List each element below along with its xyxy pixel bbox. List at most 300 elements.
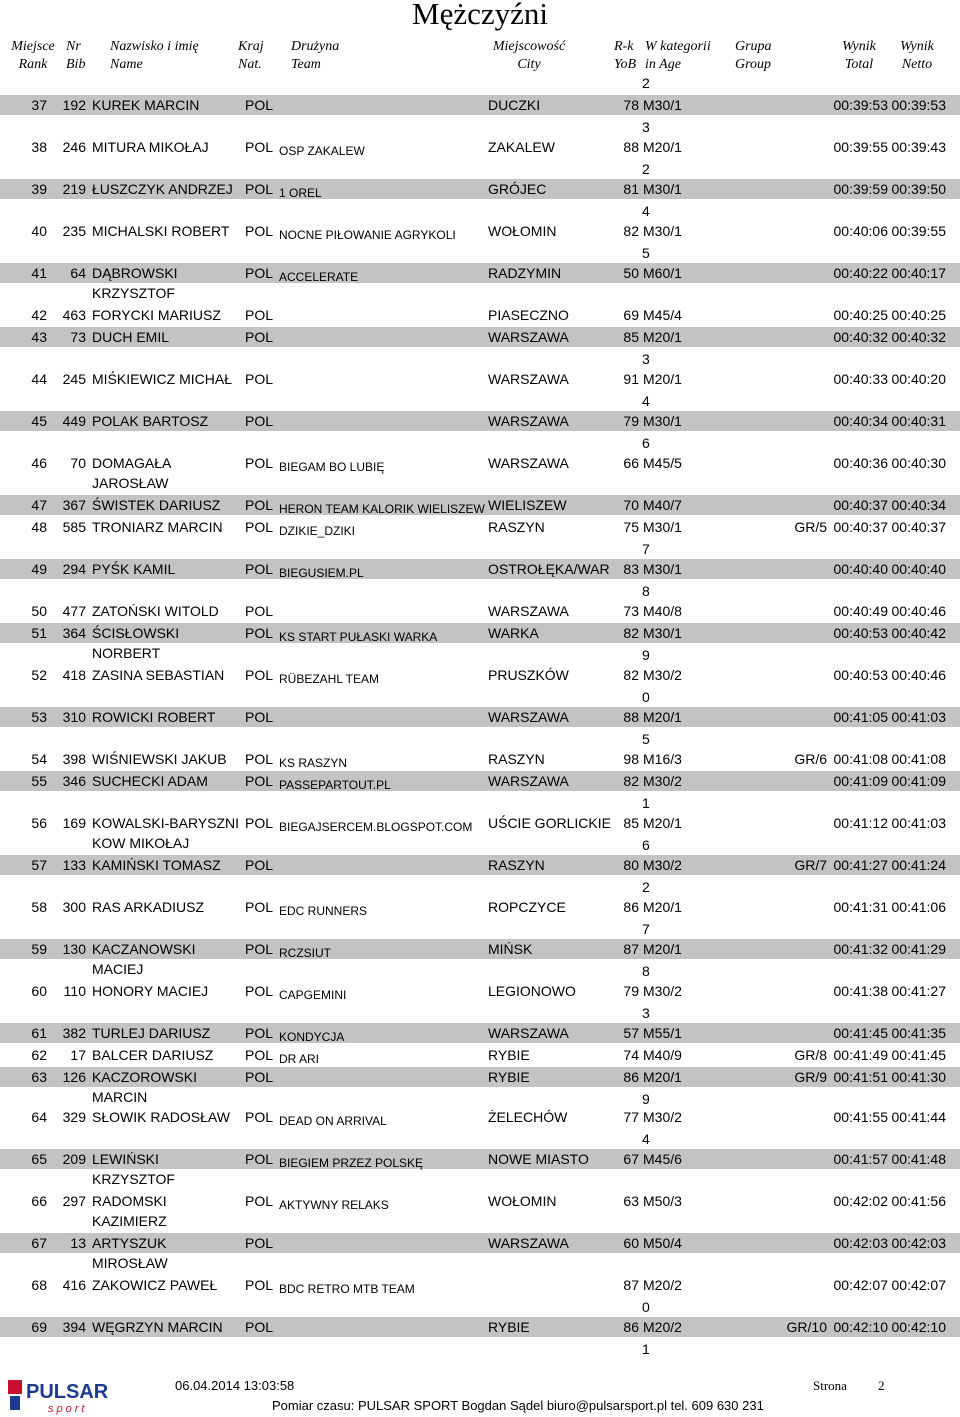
total-time-cell: 00:41:12 xyxy=(833,815,888,831)
yob-cell: 79 xyxy=(623,983,639,999)
country-cell: POL xyxy=(245,1277,274,1293)
city-cell: GRÓJEC xyxy=(488,181,547,197)
name-cell: KUREK MARCIN xyxy=(92,97,200,113)
city-cell: RYBIE xyxy=(488,1319,530,1335)
country-cell: POL xyxy=(245,815,274,831)
name-cell: KACZANOWSKI xyxy=(92,941,196,957)
bib-cell: 329 xyxy=(62,1109,86,1125)
rank-cell: 42 xyxy=(31,307,47,323)
total-time-cell: 00:40:37 xyxy=(833,497,888,513)
table-row xyxy=(0,665,960,707)
netto-time-cell: 00:41:09 xyxy=(891,773,946,789)
bib-cell: 64 xyxy=(70,265,86,281)
category-place-digit: 5 xyxy=(642,731,650,747)
country-cell: POL xyxy=(245,857,274,873)
yob-cell: 82 xyxy=(623,773,639,789)
total-time-cell: 00:41:57 xyxy=(833,1151,888,1167)
category-cell: M30/2 xyxy=(643,667,682,683)
category-cell: M30/2 xyxy=(643,857,682,873)
yob-cell: 78 xyxy=(623,97,639,113)
total-time-cell: 00:39:55 xyxy=(833,139,888,155)
bib-cell: 169 xyxy=(62,815,86,831)
bib-cell: 219 xyxy=(62,181,86,197)
table-row xyxy=(0,1233,960,1275)
netto-time-cell: 00:40:25 xyxy=(891,307,946,323)
table-row xyxy=(0,707,960,749)
yob-cell: 74 xyxy=(623,1047,639,1063)
rank-cell: 44 xyxy=(31,371,47,387)
country-cell: POL xyxy=(245,519,274,535)
name-cell: RADOMSKI xyxy=(92,1193,167,1209)
header-category: W kategorii in Age xyxy=(645,39,711,72)
netto-time-cell: 00:40:40 xyxy=(891,561,946,577)
total-time-cell: 00:40:34 xyxy=(833,413,888,429)
rank-cell: 57 xyxy=(31,857,47,873)
bib-cell: 463 xyxy=(62,307,86,323)
name-continuation-cell: JAROSŁAW xyxy=(92,475,169,491)
city-cell: RADZYMIN xyxy=(488,265,562,281)
header-yob: R-k YoB xyxy=(614,39,637,72)
total-time-cell: 00:41:49 xyxy=(833,1047,888,1063)
team-cell: CAPGEMINI xyxy=(279,988,347,1002)
city-cell: WARSZAWA xyxy=(488,603,569,619)
netto-time-cell: 00:41:06 xyxy=(891,899,946,915)
rank-cell: 69 xyxy=(31,1319,47,1335)
table-row xyxy=(0,305,960,327)
bib-cell: 300 xyxy=(62,899,86,915)
netto-time-cell: 00:41:03 xyxy=(891,815,946,831)
category-place-digit: 6 xyxy=(642,837,650,853)
category-cell: M40/8 xyxy=(643,603,682,619)
category-place-digit: 4 xyxy=(642,1131,650,1147)
category-place-digit: 2 xyxy=(642,879,650,895)
group-cell: GR/8 xyxy=(794,1047,827,1063)
yob-cell: 79 xyxy=(623,413,639,429)
bib-cell: 13 xyxy=(70,1235,86,1251)
name-continuation-cell: KRZYSZTOF xyxy=(92,1171,175,1187)
team-cell: DZIKIE_DZIKI xyxy=(279,524,356,538)
total-time-cell: 00:42:07 xyxy=(833,1277,888,1293)
city-cell: WARSZAWA xyxy=(488,455,569,471)
netto-time-cell: 00:41:24 xyxy=(891,857,946,873)
country-cell: POL xyxy=(245,667,274,683)
total-time-cell: 00:42:03 xyxy=(833,1235,888,1251)
total-time-cell: 00:41:55 xyxy=(833,1109,888,1125)
category-cell: M20/1 xyxy=(643,371,682,387)
name-cell: ROWICKI ROBERT xyxy=(92,709,216,725)
yob-cell: 63 xyxy=(623,1193,639,1209)
team-cell: NOCNE PIŁOWANIE AGRYKOLI xyxy=(279,228,456,242)
netto-time-cell: 00:41:30 xyxy=(891,1069,946,1085)
rank-cell: 60 xyxy=(31,983,47,999)
print-datetime: 06.04.2014 13:03:58 xyxy=(175,1378,295,1393)
city-cell: WARSZAWA xyxy=(488,329,569,345)
yob-cell: 70 xyxy=(623,497,639,513)
team-cell: AKTYWNY RELAKS xyxy=(279,1198,389,1212)
netto-time-cell: 00:39:53 xyxy=(891,97,946,113)
yob-cell: 87 xyxy=(623,941,639,957)
name-continuation-cell: MARCIN xyxy=(92,1089,148,1105)
yob-cell: 69 xyxy=(623,307,639,323)
category-cell: M50/3 xyxy=(643,1193,682,1209)
city-cell: RASZYN xyxy=(488,857,545,873)
header-name: Nazwisko i imię Name xyxy=(110,39,199,72)
team-cell: RCZSIUT xyxy=(279,946,331,960)
header-bib: Nr Bib xyxy=(66,39,86,72)
total-time-cell: 00:40:53 xyxy=(833,667,888,683)
city-cell: WARSZAWA xyxy=(488,773,569,789)
table-row xyxy=(0,369,960,411)
name-continuation-cell: KRZYSZTOF xyxy=(92,285,175,301)
footer xyxy=(0,1372,960,1417)
country-cell: POL xyxy=(245,751,274,767)
total-time-cell: 00:41:27 xyxy=(833,857,888,873)
bib-cell: 367 xyxy=(62,497,86,513)
name-cell: DUCH EMIL xyxy=(92,329,170,345)
name-continuation-cell: NORBERT xyxy=(92,645,161,661)
city-cell: PRUSZKÓW xyxy=(488,667,569,683)
page-title: Mężczyźni xyxy=(412,0,548,31)
table-row xyxy=(0,1317,960,1359)
table-row xyxy=(0,559,960,601)
category-place-digit: 2 xyxy=(642,161,650,177)
category-cell: M40/7 xyxy=(643,497,682,513)
category-place-digit: 7 xyxy=(642,541,650,557)
bib-cell: 235 xyxy=(62,223,86,239)
category-place-digit: 3 xyxy=(642,119,650,135)
category-place-digit: 9 xyxy=(642,647,650,663)
rank-cell: 56 xyxy=(31,815,47,831)
yob-cell: 88 xyxy=(623,139,639,155)
bib-cell: 245 xyxy=(62,371,86,387)
table-row xyxy=(0,327,960,369)
category-place-digit: 9 xyxy=(642,1091,650,1107)
city-cell: WARKA xyxy=(488,625,539,641)
table-row xyxy=(0,855,960,897)
category-cell: M20/1 xyxy=(643,139,682,155)
city-cell: RASZYN xyxy=(488,519,545,535)
table-row xyxy=(0,1067,960,1109)
category-cell: M30/1 xyxy=(643,181,682,197)
city-cell: WARSZAWA xyxy=(488,1235,569,1251)
category-cell: M20/1 xyxy=(643,899,682,915)
table-row xyxy=(0,1107,960,1149)
rank-cell: 37 xyxy=(31,97,47,113)
category-place-digit: 2 xyxy=(642,75,650,91)
rank-cell: 58 xyxy=(31,899,47,915)
yob-cell: 82 xyxy=(623,625,639,641)
category-cell: M30/1 xyxy=(643,223,682,239)
bib-cell: 70 xyxy=(70,455,86,471)
rank-cell: 41 xyxy=(31,265,47,281)
total-time-cell: 00:40:25 xyxy=(833,307,888,323)
rank-cell: 38 xyxy=(31,139,47,155)
yob-cell: 82 xyxy=(623,667,639,683)
country-cell: POL xyxy=(245,371,274,387)
rank-cell: 49 xyxy=(31,561,47,577)
category-place-digit: 5 xyxy=(642,245,650,261)
name-cell: MIŚKIEWICZ MICHAŁ xyxy=(92,371,233,387)
table-row xyxy=(0,221,960,263)
team-cell: KS START PUŁASKI WARKA xyxy=(279,630,438,644)
yob-cell: 87 xyxy=(623,1277,639,1293)
category-cell: M20/1 xyxy=(643,815,682,831)
bib-cell: 364 xyxy=(62,625,86,641)
country-cell: POL xyxy=(245,709,274,725)
country-cell: POL xyxy=(245,329,274,345)
city-cell: WOŁOMIN xyxy=(488,223,557,239)
total-time-cell: 00:39:59 xyxy=(833,181,888,197)
city-cell: WARSZAWA xyxy=(488,709,569,725)
yob-cell: 86 xyxy=(623,1069,639,1085)
city-cell: WARSZAWA xyxy=(488,413,569,429)
netto-time-cell: 00:40:17 xyxy=(891,265,946,281)
rank-cell: 47 xyxy=(31,497,47,513)
category-place-digit: 0 xyxy=(642,689,650,705)
yob-cell: 67 xyxy=(623,1151,639,1167)
team-cell: RÜBEZAHL TEAM xyxy=(279,672,380,686)
category-cell: M60/1 xyxy=(643,265,682,281)
category-cell: M20/1 xyxy=(643,1069,682,1085)
category-place-digit: 8 xyxy=(642,583,650,599)
bib-cell: 477 xyxy=(62,603,86,619)
country-cell: POL xyxy=(245,265,274,281)
total-time-cell: 00:40:40 xyxy=(833,561,888,577)
category-place-digit: 0 xyxy=(642,1299,650,1315)
category-place-digit: 6 xyxy=(642,435,650,451)
rank-cell: 39 xyxy=(31,181,47,197)
team-cell: BIEGUSIEM.PL xyxy=(279,566,364,580)
table-row xyxy=(0,623,960,665)
table-row xyxy=(0,1045,960,1067)
category-place-digit: 8 xyxy=(642,963,650,979)
city-cell: DUCZKI xyxy=(488,97,541,113)
country-cell: POL xyxy=(245,1151,274,1167)
rank-cell: 45 xyxy=(31,413,47,429)
city-cell: NOWE MIASTO xyxy=(488,1151,589,1167)
name-cell: ŁUSZCZYK ANDRZEJ xyxy=(92,181,233,197)
table-row xyxy=(0,1023,960,1045)
bib-cell: 310 xyxy=(62,709,86,725)
total-time-cell: 00:39:53 xyxy=(833,97,888,113)
name-cell: DĄBROWSKI xyxy=(92,265,178,281)
name-cell: ZATOŃSKI WITOLD xyxy=(92,603,219,619)
name-continuation-cell: KOW MIKOŁAJ xyxy=(92,835,190,851)
bib-cell: 209 xyxy=(62,1151,86,1167)
team-cell: BIEGIEM PRZEZ POLSKĘ xyxy=(279,1156,424,1170)
yob-cell: 82 xyxy=(623,223,639,239)
name-continuation-cell: MACIEJ xyxy=(92,961,144,977)
yob-cell: 73 xyxy=(623,603,639,619)
netto-time-cell: 00:41:35 xyxy=(891,1025,946,1041)
group-cell: GR/7 xyxy=(794,857,827,873)
category-cell: M30/1 xyxy=(643,519,682,535)
category-place-digit: 1 xyxy=(642,1341,650,1357)
country-cell: POL xyxy=(245,139,274,155)
name-cell: MITURA MIKOŁAJ xyxy=(92,139,209,155)
total-time-cell: 00:42:10 xyxy=(833,1319,888,1335)
country-cell: POL xyxy=(245,497,274,513)
netto-time-cell: 00:41:27 xyxy=(891,983,946,999)
rank-cell: 55 xyxy=(31,773,47,789)
category-cell: M30/1 xyxy=(643,97,682,113)
yob-cell: 98 xyxy=(623,751,639,767)
category-cell: M30/2 xyxy=(643,1109,682,1125)
header-city: Miejscowość City xyxy=(492,39,566,72)
netto-time-cell: 00:40:30 xyxy=(891,455,946,471)
bib-cell: 394 xyxy=(62,1319,86,1335)
team-cell: KS RASZYN xyxy=(279,756,348,770)
yob-cell: 60 xyxy=(623,1235,639,1251)
country-cell: POL xyxy=(245,1069,274,1085)
city-cell: ZAKALEW xyxy=(488,139,555,155)
bib-cell: 73 xyxy=(70,329,86,345)
country-cell: POL xyxy=(245,181,274,197)
bib-cell: 418 xyxy=(62,667,86,683)
category-cell: M50/4 xyxy=(643,1235,682,1251)
name-cell: POLAK BARTOSZ xyxy=(92,413,209,429)
rank-cell: 53 xyxy=(31,709,47,725)
name-cell: WĘGRZYN MARCIN xyxy=(92,1319,223,1335)
table-row xyxy=(0,411,960,453)
team-cell: DR ARI xyxy=(279,1052,320,1066)
rank-cell: 67 xyxy=(31,1235,47,1251)
category-place-digit: 1 xyxy=(642,795,650,811)
yob-cell: 86 xyxy=(623,899,639,915)
yob-cell: 91 xyxy=(623,371,639,387)
table-row xyxy=(0,95,960,137)
total-time-cell: 00:40:32 xyxy=(833,329,888,345)
table-row xyxy=(0,137,960,179)
city-cell: RYBIE xyxy=(488,1047,530,1063)
table-row xyxy=(0,939,960,981)
rank-cell: 64 xyxy=(31,1109,47,1125)
table-row xyxy=(0,517,960,559)
category-cell: M55/1 xyxy=(643,1025,682,1041)
bib-cell: 130 xyxy=(62,941,86,957)
name-continuation-cell: MIROSŁAW xyxy=(92,1255,168,1271)
total-time-cell: 00:41:38 xyxy=(833,983,888,999)
bib-cell: 246 xyxy=(62,139,86,155)
page-label: Strona xyxy=(813,1378,847,1393)
pulsar-logo xyxy=(6,1376,116,1416)
category-cell: M16/3 xyxy=(643,751,682,767)
rank-cell: 63 xyxy=(31,1069,47,1085)
name-cell: ŚWISTEK DARIUSZ xyxy=(92,497,221,513)
timing-credits: Pomiar czasu: PULSAR SPORT Bogdan Sądel biuro@pulsarsport.pl tel. 609 630 231 xyxy=(272,1398,764,1413)
total-time-cell: 00:41:45 xyxy=(833,1025,888,1041)
yob-cell: 50 xyxy=(623,265,639,281)
total-time-cell: 00:41:05 xyxy=(833,709,888,725)
total-time-cell: 00:40:06 xyxy=(833,223,888,239)
country-cell: POL xyxy=(245,413,274,429)
yob-cell: 83 xyxy=(623,561,639,577)
rank-cell: 68 xyxy=(31,1277,47,1293)
total-time-cell: 00:41:32 xyxy=(833,941,888,957)
table-row xyxy=(0,897,960,939)
category-cell: M30/2 xyxy=(643,983,682,999)
table-row xyxy=(0,813,960,855)
country-cell: POL xyxy=(245,1109,274,1125)
rank-cell: 66 xyxy=(31,1193,47,1209)
yob-cell: 80 xyxy=(623,857,639,873)
netto-time-cell: 00:40:32 xyxy=(891,329,946,345)
header-country: Kraj Nat. xyxy=(238,39,264,72)
group-cell: GR/5 xyxy=(794,519,827,535)
category-place-digit: 7 xyxy=(642,921,650,937)
netto-time-cell: 00:41:45 xyxy=(891,1047,946,1063)
column-headers xyxy=(0,38,960,74)
bib-cell: 126 xyxy=(62,1069,86,1085)
yob-cell: 88 xyxy=(623,709,639,725)
category-place-digit: 3 xyxy=(642,351,650,367)
category-cell: M30/2 xyxy=(643,773,682,789)
name-cell: ZASINA SEBASTIAN xyxy=(92,667,225,683)
table-row xyxy=(0,1149,960,1191)
logo-sub: sport xyxy=(48,1403,88,1415)
city-cell: ŻELECHÓW xyxy=(488,1109,568,1125)
team-cell: 1 OREL xyxy=(279,186,322,200)
name-cell: TURLEJ DARIUSZ xyxy=(92,1025,211,1041)
name-cell: WIŚNIEWSKI JAKUB xyxy=(92,751,227,767)
bib-cell: 382 xyxy=(62,1025,86,1041)
rank-cell: 50 xyxy=(31,603,47,619)
yob-cell: 85 xyxy=(623,329,639,345)
group-cell: GR/6 xyxy=(794,751,827,767)
city-cell: LEGIONOWO xyxy=(488,983,576,999)
country-cell: POL xyxy=(245,561,274,577)
yob-cell: 85 xyxy=(623,815,639,831)
city-cell: UŚCIE GORLICKIE xyxy=(488,815,611,831)
category-cell: M40/9 xyxy=(643,1047,682,1063)
category-place-digit: 3 xyxy=(642,1005,650,1021)
bib-cell: 297 xyxy=(62,1193,86,1209)
city-cell: PIASECZNO xyxy=(488,307,569,323)
total-time-cell: 00:40:33 xyxy=(833,371,888,387)
country-cell: POL xyxy=(245,603,274,619)
country-cell: POL xyxy=(245,983,274,999)
yob-cell: 86 xyxy=(623,1319,639,1335)
bib-cell: 17 xyxy=(70,1047,86,1063)
rank-cell: 46 xyxy=(31,455,47,471)
total-time-cell: 00:41:51 xyxy=(833,1069,888,1085)
rank-cell: 65 xyxy=(31,1151,47,1167)
team-cell: DEAD ON ARRIVAL xyxy=(279,1114,387,1128)
country-cell: POL xyxy=(245,455,274,471)
category-place-digit: 4 xyxy=(642,393,650,409)
name-cell: RAS ARKADIUSZ xyxy=(92,899,205,915)
team-cell: HERON TEAM KALORIK WIELISZEW xyxy=(279,502,485,516)
header-team: Drużyna Team xyxy=(291,39,340,72)
country-cell: POL xyxy=(245,1235,274,1251)
bib-cell: 346 xyxy=(62,773,86,789)
category-cell: M30/1 xyxy=(643,625,682,641)
country-cell: POL xyxy=(245,899,274,915)
category-cell: M45/4 xyxy=(643,307,682,323)
table-row xyxy=(0,1275,960,1317)
name-cell: ZAKOWICZ PAWEŁ xyxy=(92,1277,218,1293)
table-row xyxy=(0,179,960,221)
team-cell: PASSEPARTOUT.PL xyxy=(279,778,391,792)
team-cell: EDC RUNNERS xyxy=(279,904,368,918)
name-cell: KACZOROWSKI xyxy=(92,1069,198,1085)
netto-time-cell: 00:40:31 xyxy=(891,413,946,429)
logo-text: PULSAR xyxy=(26,1381,109,1403)
country-cell: POL xyxy=(245,223,274,239)
total-time-cell: 00:40:37 xyxy=(833,519,888,535)
rank-cell: 52 xyxy=(31,667,47,683)
netto-time-cell: 00:42:03 xyxy=(891,1235,946,1251)
